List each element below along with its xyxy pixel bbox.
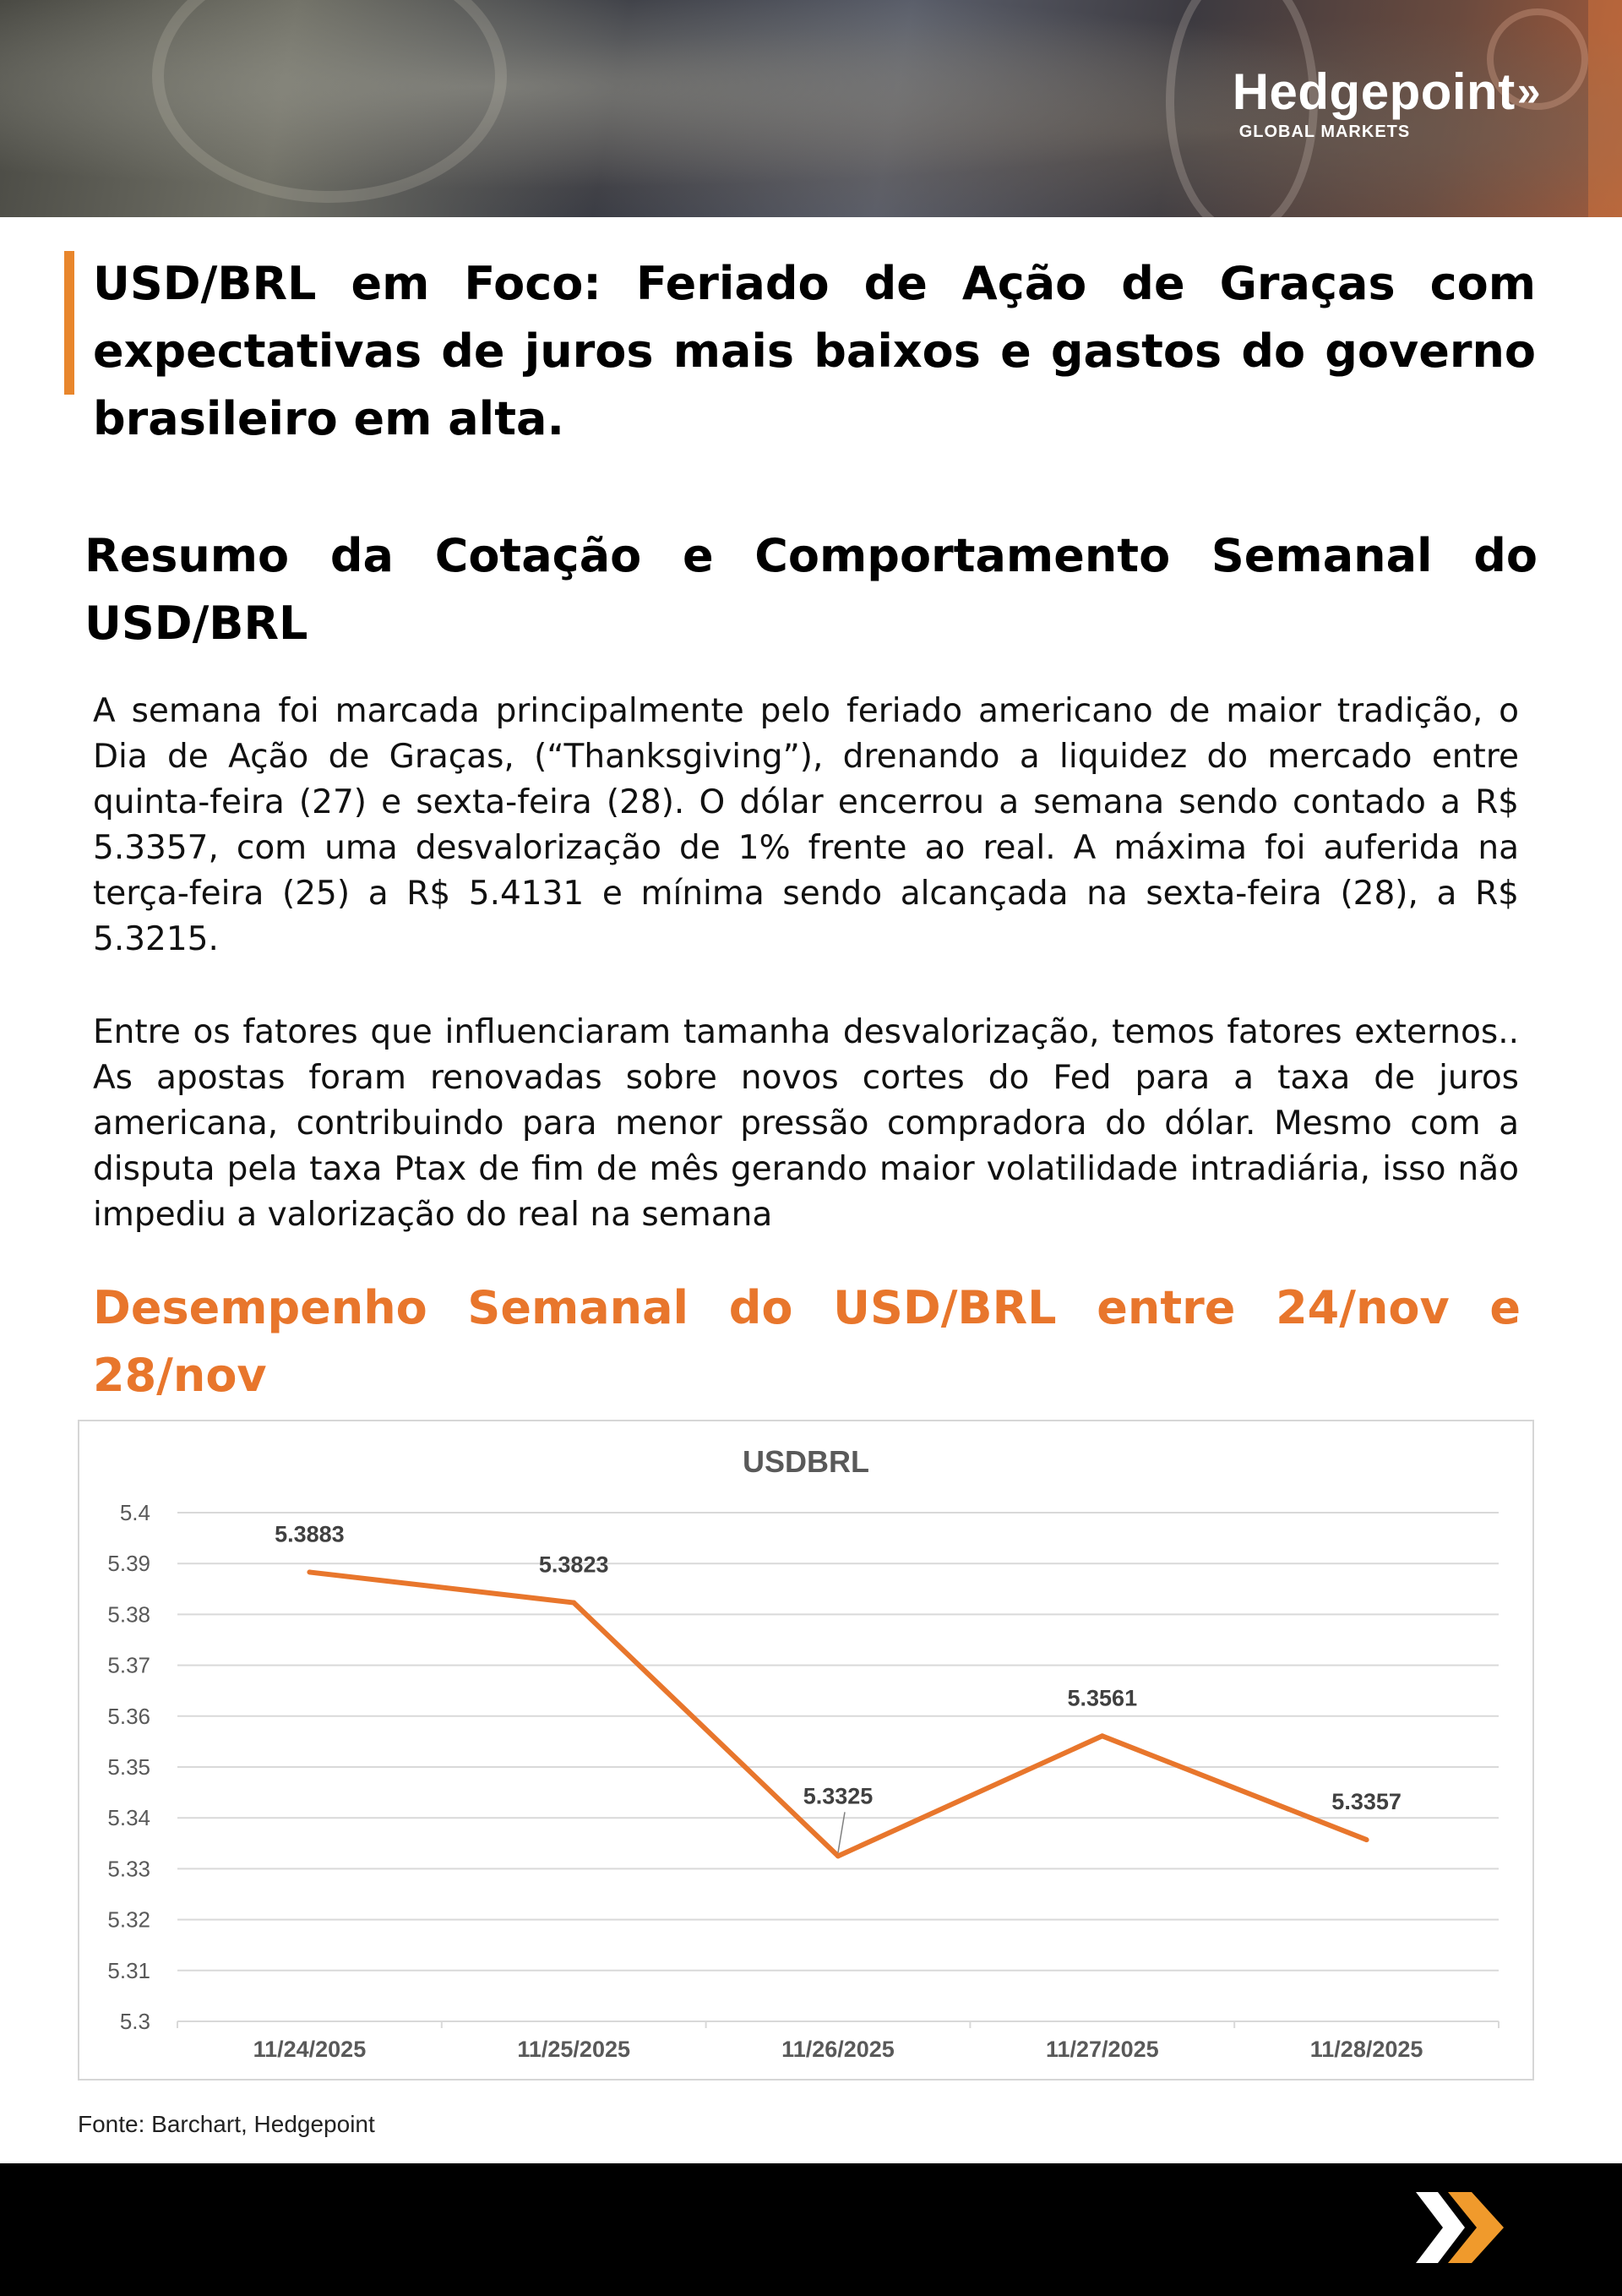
x-tick-label: 11/25/2025 xyxy=(517,2037,631,2062)
usdbrl-chart xyxy=(78,1420,1534,2081)
page-title: USD/BRL em Foco: Feriado de Ação de Graças com expectativas de juros mais baixos e gastos do governo brasileiro em alta. xyxy=(93,257,1536,445)
data-label: 5.3823 xyxy=(538,1552,609,1578)
logo-subtitle: GLOBAL MARKETS xyxy=(1238,123,1411,141)
source-note: Fonte: Barchart, Hedgepoint xyxy=(78,2111,375,2137)
y-tick-label: 5.39 xyxy=(107,1551,150,1577)
y-tick-label: 5.31 xyxy=(107,1957,150,1983)
data-point xyxy=(835,1853,841,1858)
data-label: 5.3561 xyxy=(1067,1685,1138,1711)
data-point xyxy=(571,1601,576,1606)
banner-decoration xyxy=(152,0,507,203)
chart-heading: Desempenho Semanal do USD/BRL entre 24/nov e 28/nov xyxy=(93,1281,1521,1402)
y-tick-label: 5.33 xyxy=(107,1856,150,1882)
data-point xyxy=(1100,1733,1105,1738)
y-tick-label: 5.37 xyxy=(107,1652,150,1678)
data-point xyxy=(1364,1837,1369,1842)
y-tick-label: 5.34 xyxy=(107,1805,150,1831)
y-tick-label: 5.35 xyxy=(107,1754,150,1780)
y-tick-label: 5.4 xyxy=(119,1500,150,1525)
y-tick-label: 5.36 xyxy=(107,1703,150,1729)
data-label: 5.3883 xyxy=(275,1521,345,1547)
header-banner xyxy=(0,0,1622,217)
chart-title: USDBRL xyxy=(743,1444,869,1479)
x-tick-label: 11/26/2025 xyxy=(781,2037,895,2062)
hedgepoint-chevron-icon xyxy=(1409,2185,1510,2270)
title-accent-bar xyxy=(64,251,74,395)
y-tick-label: 5.32 xyxy=(107,1906,150,1933)
y-tick-label: 5.3 xyxy=(119,2009,150,2034)
x-tick-label: 11/24/2025 xyxy=(253,2037,367,2062)
x-tick-label: 11/28/2025 xyxy=(1309,2037,1423,2062)
paragraph-2: Entre os fatores que influenciaram tamanha desvalorização, temos fatores externos.. As apostas foram renovadas sobre novos cortes do Fed para a taxa de juros americana, contribuindo para menor pressão compradora do dólar. Mesmo com a disputa pela taxa Ptax de fim de mês gerando maior volatilidade intradiária, isso não impediu a valorização do real na semana xyxy=(93,1013,1519,1234)
banner-decoration xyxy=(1588,0,1622,217)
hedgepoint-logo xyxy=(1233,64,1541,142)
logo-chevron-icon: » xyxy=(1516,68,1541,115)
section-heading: Resumo da Cotação e Comportamento Semanal do USD/BRL xyxy=(84,529,1538,650)
data-label: 5.3325 xyxy=(803,1783,874,1809)
y-tick-label: 5.38 xyxy=(107,1601,150,1628)
paragraph-1: A semana foi marcada principalmente pelo feriado americano de maior tradição, o Dia de Ação de Graças, (“Thanksgiving”), drenando a liquidez do mercado entre quinta-feira (27) e sexta-feira (28). O dólar encerrou a semana sendo contado a R$ 5.3357, com uma desvalorização de 1% frente ao real. A máxima foi auferida na terça-feira (25) a R$ 5.4131 e mínima sendo alcançada na sexta-feira (28), a R$ 5.3215. xyxy=(93,692,1519,958)
data-label: 5.3357 xyxy=(1331,1789,1402,1815)
chart-svg xyxy=(79,1421,1532,2079)
data-point xyxy=(307,1569,312,1574)
footer-bar xyxy=(0,2163,1622,2296)
logo-name: Hedgepoint xyxy=(1232,63,1516,120)
x-tick-label: 11/27/2025 xyxy=(1045,2037,1159,2062)
